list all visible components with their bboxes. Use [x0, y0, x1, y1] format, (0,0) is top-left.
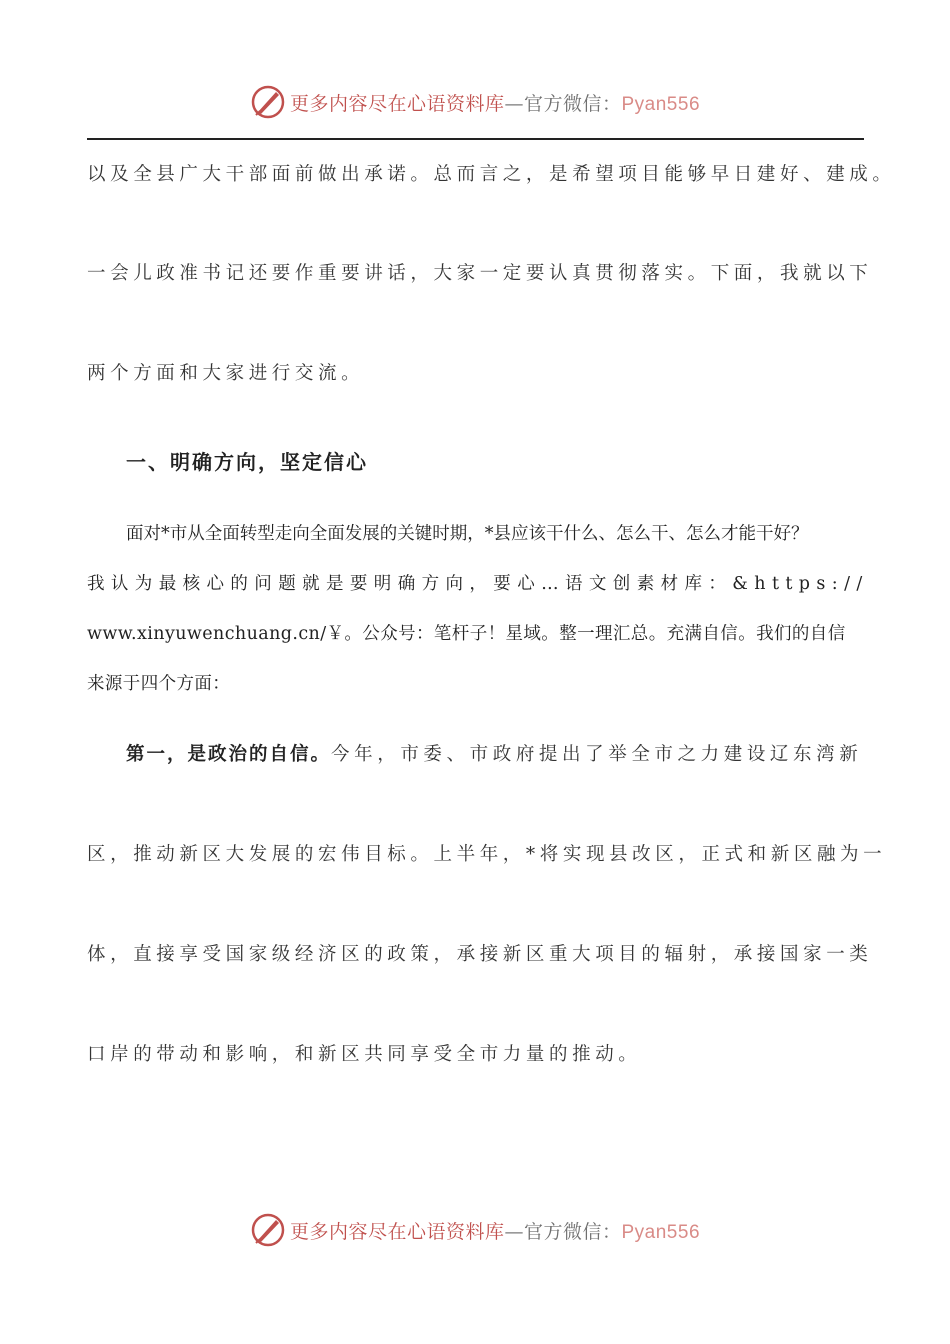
quill-logo-icon [250, 1212, 286, 1248]
section-heading: 一、明确方向，坚定信心 [126, 450, 368, 474]
body-line: 口岸的带动和影响，和新区共同享受全市力量的推动。 [87, 1044, 642, 1065]
body-line [126, 740, 866, 766]
page-header [0, 84, 950, 120]
page-footer [0, 1212, 950, 1248]
header-dash: — [504, 92, 524, 115]
header-wechat-label: 官方微信： [523, 92, 622, 115]
body-text: 今年，市委、市政府提出了举全市之力建设辽东湾新 [331, 744, 863, 765]
footer-dash: — [504, 1220, 524, 1243]
body-line: 以及全县广大干部面前做出承诺。总而言之，是希望项目能够早日建好、建成。 [87, 164, 896, 185]
header-brand [290, 89, 700, 116]
body-line: 体，直接享受国家级经济区的政策，承接新区重大项目的辐射，承接国家一类 [87, 944, 873, 965]
footer-brand [290, 1217, 700, 1244]
footer-wechat-id: Pyan556 [621, 1221, 701, 1243]
bold-lead: 第一，是政治的自信。 [126, 744, 332, 765]
body-line: 区，推动新区大发展的宏伟目标。上半年，*将实现县改区，正式和新区融为一 [87, 844, 887, 865]
quill-logo-icon [250, 84, 286, 120]
footer-brand-text: 更多内容尽在心语资料库 [289, 1220, 505, 1243]
footer-wechat-label: 官方微信： [523, 1220, 622, 1243]
body-line: 来源于四个方面： [87, 674, 231, 694]
header-brand-text: 更多内容尽在心语资料库 [289, 92, 505, 115]
header-wechat-id: Pyan556 [621, 93, 701, 115]
body-line: 面对*市从全面转型走向全面发展的关键时期，*县应该干什么、怎么干、怎么才能干好？ [126, 524, 809, 544]
body-line: 我认为最核心的问题就是要明确方向，要心…语文创素材库：&https:// [87, 574, 869, 594]
body-line: 一会儿政准书记还要作重要讲话，大家一定要认真贯彻落实。下面，我就以下 [87, 263, 873, 284]
body-line: www.xinyuwenchuang.cn/￥。公众号：笔杆子！星域。整一理汇总。充满自信。我们的自信 [87, 624, 846, 644]
body-line: 两个方面和大家进行交流。 [87, 363, 365, 384]
header-rule [87, 138, 864, 140]
